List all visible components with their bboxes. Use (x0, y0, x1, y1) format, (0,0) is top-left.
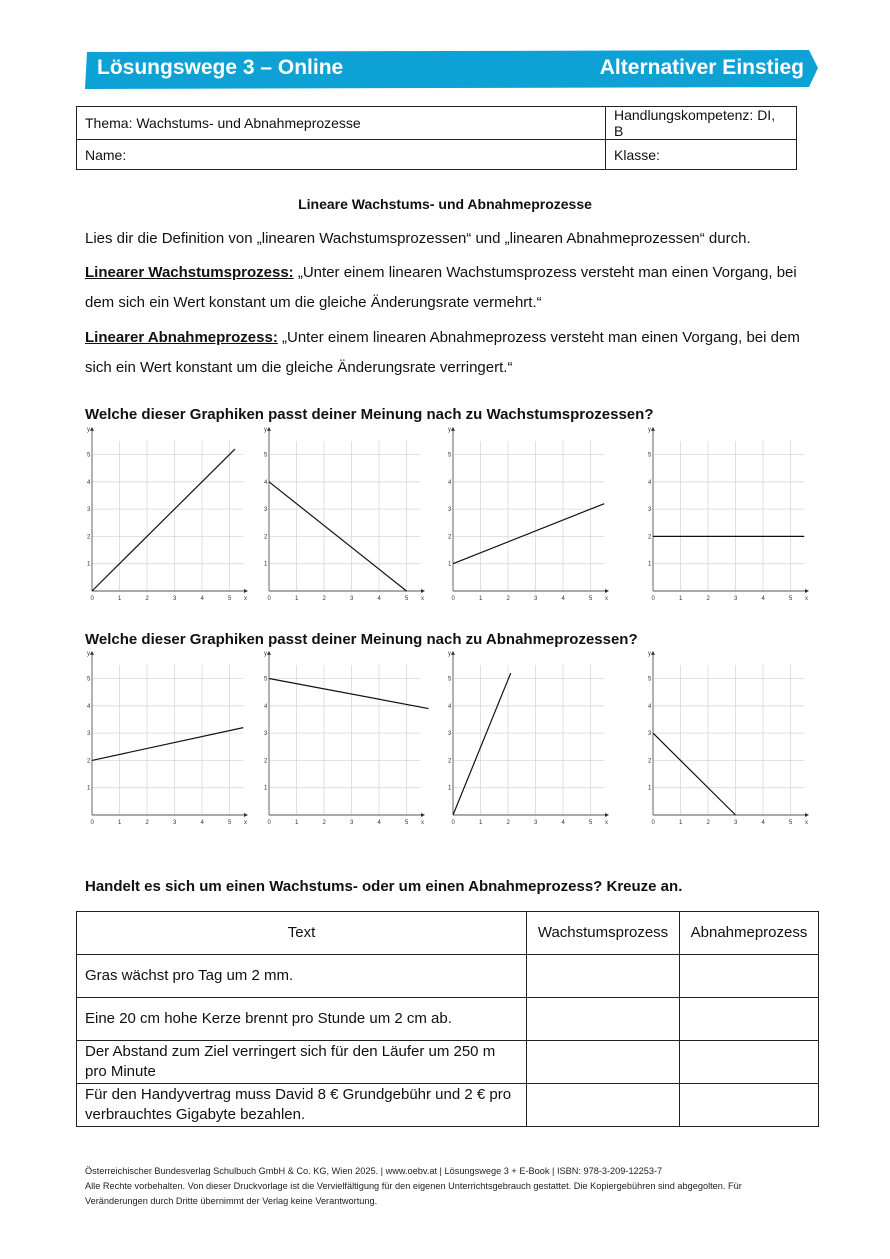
x-axis-label: x (605, 596, 608, 602)
y-tick-label: 5 (87, 676, 91, 683)
x-axis-arrow (805, 589, 809, 593)
x-tick-label: 3 (534, 820, 538, 826)
x-tick-label: 5 (228, 596, 232, 602)
y-tick-label: 5 (448, 452, 452, 459)
x-tick-label: 3 (350, 820, 354, 826)
y-tick-label: 1 (448, 561, 452, 568)
x-axis-arrow (244, 813, 248, 817)
x-tick-label: 5 (228, 820, 232, 826)
graph-svg (446, 650, 608, 827)
y-tick-label: 3 (87, 507, 91, 514)
graph-svg (85, 650, 247, 827)
definition-decline-term: Linearer Abnahmeprozess: (85, 329, 278, 346)
x-tick-label: 4 (377, 820, 381, 826)
x-axis-label: x (244, 596, 247, 602)
x-tick-label: 3 (534, 596, 538, 602)
growth-checkbox-cell[interactable] (527, 998, 680, 1041)
x-tick-label: 4 (200, 820, 204, 826)
y-tick-label: 1 (648, 561, 652, 568)
x-tick-label: 3 (173, 596, 177, 602)
definition-growth-text: „Unter einem linearen Wachstumsprozess versteht man einen Vorgang, bei dem sich ein Wert konstant um die gleiche Änderungsrate vermehrt.“ (85, 264, 797, 311)
x-tick-label: 1 (679, 820, 683, 826)
y-tick-label: 1 (448, 785, 452, 792)
x-axis-label: x (605, 820, 608, 826)
header-text: Text (77, 912, 527, 955)
x-tick-label: 2 (145, 820, 149, 826)
x-tick-label: 0 (651, 820, 655, 826)
row-text: Eine 20 cm hohe Kerze brennt pro Stunde um 2 cm ab. (77, 998, 527, 1041)
y-tick-label: 4 (87, 703, 91, 710)
y-axis-arrow (267, 427, 271, 431)
x-tick-label: 2 (322, 820, 326, 826)
y-tick-label: 4 (648, 479, 652, 486)
y-tick-label: 4 (264, 479, 268, 486)
table-row (77, 998, 819, 1041)
x-tick-label: 0 (90, 596, 94, 602)
x-tick-label: 1 (295, 820, 299, 826)
name-cell[interactable]: Name: (77, 140, 606, 170)
question-growth: Welche dieser Graphiken passt deiner Meinung nach zu Wachstumsprozessen? (85, 406, 654, 423)
x-axis-label: x (244, 820, 247, 826)
x-tick-label: 1 (118, 820, 122, 826)
y-axis-arrow (90, 651, 94, 655)
row-text: Für den Handyvertrag muss David 8 € Grundgebühr und 2 € pro verbrauchtes Gigabyte bezahlen. (77, 1084, 527, 1127)
header-banner (85, 48, 818, 89)
series-line (269, 679, 429, 709)
y-tick-label: 2 (448, 758, 452, 765)
y-tick-label: 5 (648, 676, 652, 683)
graph-3[interactable] (446, 426, 608, 603)
graph-4[interactable] (646, 426, 808, 603)
y-tick-label: 2 (87, 534, 91, 541)
question-cross: Handelt es sich um einen Wachstums- oder um einen Abnahmeprozess? Kreuze an. (85, 878, 683, 895)
decline-checkbox-cell[interactable] (680, 955, 819, 998)
y-axis-label: y (264, 650, 267, 657)
y-tick-label: 1 (648, 785, 652, 792)
y-tick-label: 2 (648, 758, 652, 765)
x-tick-label: 0 (451, 820, 455, 826)
series-line (653, 733, 736, 815)
graph-svg (85, 426, 247, 603)
y-tick-label: 3 (448, 507, 452, 514)
x-axis-arrow (244, 589, 248, 593)
y-tick-label: 1 (87, 561, 91, 568)
x-tick-label: 0 (267, 596, 271, 602)
series-line (92, 449, 235, 591)
x-tick-label: 5 (589, 820, 593, 826)
footer-line-2: Alle Rechte vorbehalten. Von dieser Druckvorlage ist die Vervielfältigung für den eigenen Unterrichtsgebrauch gestattet. Die Kopiergebühren sind abgegolten. Für Veränderungen durch Dritte übernimmt der Verlag keine Verantwortung. (85, 1181, 742, 1206)
x-tick-label: 0 (267, 820, 271, 826)
x-tick-label: 5 (589, 596, 593, 602)
banner-subtitle: Alternativer Einstieg (599, 56, 804, 79)
decline-checkbox-cell[interactable] (680, 1084, 819, 1127)
decline-checkbox-cell[interactable] (680, 998, 819, 1041)
x-tick-label: 2 (706, 820, 710, 826)
y-axis-arrow (267, 651, 271, 655)
x-tick-label: 1 (479, 820, 483, 826)
y-tick-label: 3 (648, 731, 652, 738)
definition-growth (85, 258, 805, 318)
intro-text: Lies dir die Definition von „linearen Wachstumsprozessen“ und „linearen Abnahmeprozessen“ durch. (85, 230, 751, 247)
header-decline: Abnahmeprozess (680, 912, 819, 955)
thema-cell: Thema: Wachstums- und Abnahmeprozesse (77, 107, 606, 140)
x-tick-label: 4 (561, 596, 565, 602)
decline-checkbox-cell[interactable] (680, 1041, 819, 1084)
growth-checkbox-cell[interactable] (527, 1041, 680, 1084)
x-tick-label: 0 (90, 820, 94, 826)
y-tick-label: 3 (648, 507, 652, 514)
y-axis-arrow (651, 427, 655, 431)
y-axis-label: y (87, 650, 90, 657)
x-tick-label: 4 (377, 596, 381, 602)
x-tick-label: 4 (761, 820, 765, 826)
question-decline: Welche dieser Graphiken passt deiner Meinung nach zu Abnahmeprozessen? (85, 631, 638, 648)
x-tick-label: 4 (200, 596, 204, 602)
x-tick-label: 5 (789, 820, 793, 826)
y-tick-label: 4 (264, 703, 268, 710)
definition-decline-text: „Unter einem linearen Abnahmeprozess versteht man einen Vorgang, bei dem sich ein Wert konstant um die gleiche Änderungsrate verringert.“ (85, 329, 800, 376)
y-axis-label: y (648, 426, 651, 433)
x-axis-label: x (421, 820, 424, 826)
series-line (453, 504, 604, 564)
y-tick-label: 5 (448, 676, 452, 683)
y-tick-label: 4 (448, 479, 452, 486)
y-axis-label: y (87, 426, 90, 433)
x-tick-label: 0 (651, 596, 655, 602)
x-tick-label: 5 (789, 596, 793, 602)
y-axis-arrow (451, 651, 455, 655)
y-axis-label: y (264, 426, 267, 433)
y-tick-label: 2 (87, 758, 91, 765)
x-axis-label: x (805, 596, 808, 602)
y-tick-label: 1 (264, 785, 268, 792)
x-tick-label: 2 (706, 596, 710, 602)
graph-svg (446, 426, 608, 603)
x-tick-label: 5 (405, 596, 409, 602)
series-line (453, 673, 511, 815)
table-row (77, 955, 819, 998)
graph-svg (646, 650, 808, 827)
y-tick-label: 1 (264, 561, 268, 568)
header-growth: Wachstumsprozess (527, 912, 680, 955)
y-tick-label: 5 (264, 452, 268, 459)
x-tick-label: 4 (561, 820, 565, 826)
worksheet-title: Lineare Wachstums- und Abnahmeprozesse (298, 196, 592, 212)
x-tick-label: 3 (350, 596, 354, 602)
footer (85, 1164, 805, 1209)
y-tick-label: 3 (264, 731, 268, 738)
y-tick-label: 1 (87, 785, 91, 792)
banner-title: Lösungswege 3 – Online (97, 56, 344, 79)
footer-line-1: Österreichischer Bundesverlag Schulbuch GmbH & Co. KG, Wien 2025. | www.oebv.at | Lösungswege 3 + E-Book | ISBN: 978-3-209-12253-7 (85, 1166, 663, 1176)
y-axis-label: y (648, 650, 651, 657)
x-tick-label: 2 (322, 596, 326, 602)
x-axis-arrow (805, 813, 809, 817)
y-tick-label: 3 (264, 507, 268, 514)
table-row (77, 1041, 819, 1084)
y-axis-arrow (90, 427, 94, 431)
y-axis-label: y (448, 650, 451, 657)
table-row (77, 1084, 819, 1127)
x-axis-label: x (421, 596, 424, 602)
x-tick-label: 1 (118, 596, 122, 602)
x-tick-label: 0 (451, 596, 455, 602)
x-axis-arrow (605, 589, 609, 593)
y-tick-label: 3 (448, 731, 452, 738)
x-tick-label: 3 (734, 820, 738, 826)
x-axis-arrow (421, 589, 425, 593)
x-tick-label: 5 (405, 820, 409, 826)
row-text: Der Abstand zum Ziel verringert sich für den Läufer um 250 m pro Minute (77, 1041, 527, 1084)
series-line (92, 728, 243, 761)
y-tick-label: 2 (264, 758, 268, 765)
y-axis-arrow (451, 427, 455, 431)
graph-8[interactable] (646, 650, 808, 827)
graph-7[interactable] (446, 650, 608, 827)
y-axis-arrow (651, 651, 655, 655)
cross-table (76, 911, 819, 1127)
definition-decline (85, 323, 805, 383)
graph-svg (262, 650, 424, 827)
y-tick-label: 4 (87, 479, 91, 486)
y-tick-label: 2 (448, 534, 452, 541)
y-tick-label: 4 (648, 703, 652, 710)
graph-1[interactable] (85, 426, 247, 603)
x-tick-label: 1 (679, 596, 683, 602)
x-axis-arrow (421, 813, 425, 817)
info-table (76, 106, 797, 170)
y-tick-label: 2 (648, 534, 652, 541)
y-tick-label: 3 (87, 731, 91, 738)
growth-checkbox-cell[interactable] (527, 1084, 680, 1127)
x-tick-label: 1 (479, 596, 483, 602)
graph-2[interactable] (262, 426, 424, 603)
y-tick-label: 5 (87, 452, 91, 459)
growth-checkbox-cell[interactable] (527, 955, 680, 998)
x-tick-label: 2 (145, 596, 149, 602)
x-axis-arrow (605, 813, 609, 817)
graph-5[interactable] (85, 650, 247, 827)
y-axis-label: y (448, 426, 451, 433)
graph-svg (262, 426, 424, 603)
klasse-cell[interactable]: Klasse: (606, 140, 797, 170)
y-tick-label: 4 (448, 703, 452, 710)
graph-svg (646, 426, 808, 603)
x-tick-label: 3 (173, 820, 177, 826)
x-tick-label: 4 (761, 596, 765, 602)
x-tick-label: 2 (506, 820, 510, 826)
kompetenz-cell: Handlungskompetenz: DI, B (606, 107, 797, 140)
x-tick-label: 2 (506, 596, 510, 602)
x-tick-label: 3 (734, 596, 738, 602)
definition-growth-term: Linearer Wachstumsprozess: (85, 264, 294, 281)
row-text: Gras wächst pro Tag um 2 mm. (77, 955, 527, 998)
y-tick-label: 2 (264, 534, 268, 541)
y-tick-label: 5 (648, 452, 652, 459)
graph-6[interactable] (262, 650, 424, 827)
y-tick-label: 5 (264, 676, 268, 683)
x-tick-label: 1 (295, 596, 299, 602)
x-axis-label: x (805, 820, 808, 826)
